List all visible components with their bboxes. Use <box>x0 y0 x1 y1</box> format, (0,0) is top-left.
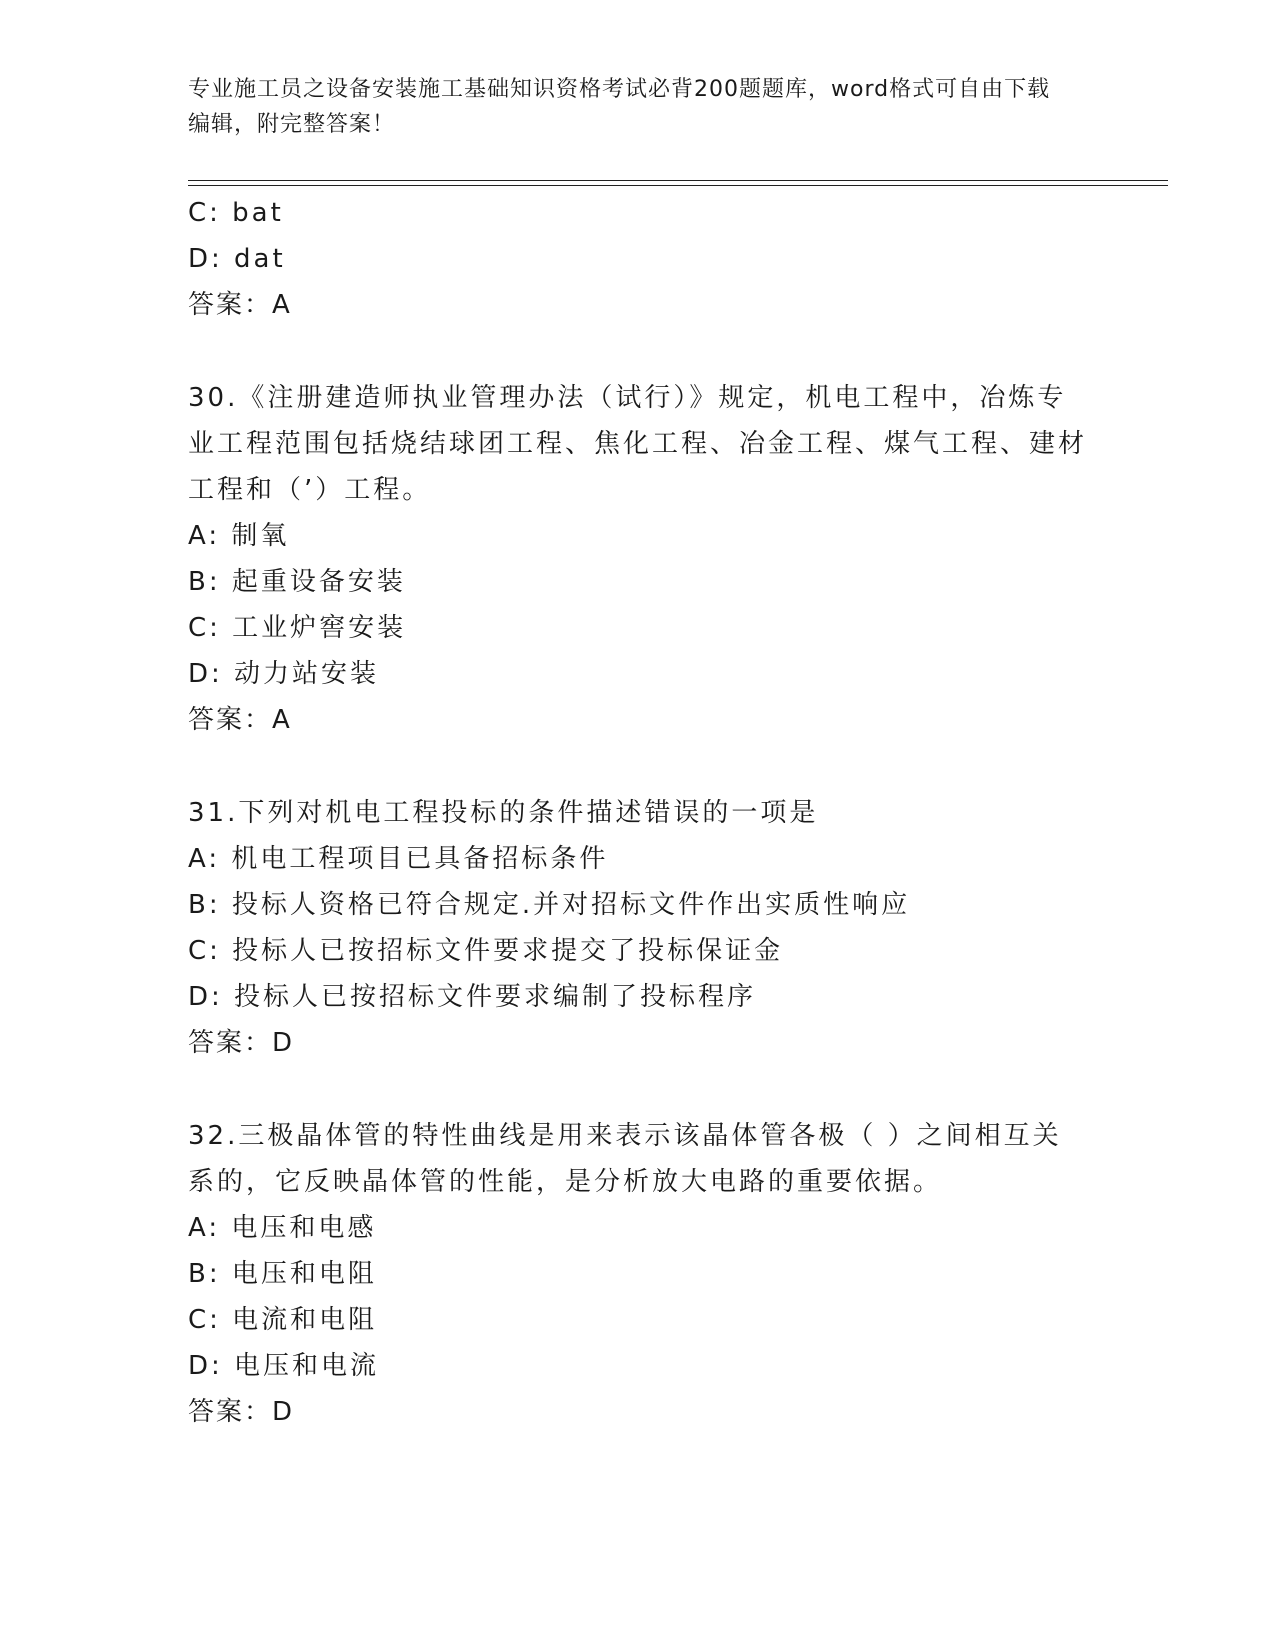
option-c: C: 工业炉窖安装 <box>188 613 407 643</box>
option-d: D: 投标人已按招标文件要求编制了投标程序 <box>188 982 757 1012</box>
question-stem: 30.《注册建造师执业管理办法（试行）》规定，机电工程中，冶炼专业工程范围包括烧结球团工程、焦化工程、冶金工程、煤气工程、建材工程和（’）工程。 <box>188 383 1088 505</box>
header-divider-bottom <box>188 185 1168 186</box>
option-c: C: 投标人已按招标文件要求提交了投标保证金 <box>188 936 784 966</box>
option-b: B: 电压和电阻 <box>188 1259 377 1289</box>
question-stem: 32.三极晶体管的特性曲线是用来表示该晶体管各极（ ）之间相互关系的，它反映晶体管的性能，是分析放大电路的重要依据。 <box>188 1121 1062 1197</box>
option-d: D: 电压和电流 <box>188 1351 380 1381</box>
question-content <box>188 190 1108 1435</box>
option-b: B: 起重设备安装 <box>188 567 406 597</box>
document-header: 专业施工员之设备安装施工基础知识资格考试必背200题题库，word格式可自由下载编辑，附完整答案！ <box>188 77 1051 137</box>
option-b: B: 投标人资格已符合规定.并对招标文件作出实质性响应 <box>188 890 911 920</box>
option-a: A: 制氧 <box>188 521 290 551</box>
header-divider-top <box>188 180 1168 181</box>
answer: 答案：A <box>188 290 292 320</box>
option-c: C: bat <box>188 198 284 228</box>
option-c: C: 电流和电阻 <box>188 1305 378 1335</box>
question-30 <box>188 375 1108 743</box>
option-a: A: 电压和电感 <box>188 1213 377 1243</box>
option-d: D: dat <box>188 244 286 274</box>
option-a: A: 机电工程项目已具备招标条件 <box>188 844 609 874</box>
question-32 <box>188 1113 1108 1435</box>
answer: 答案：D <box>188 1397 295 1427</box>
question-31 <box>188 790 1108 1066</box>
answer: 答案：D <box>188 1028 295 1058</box>
answer: 答案：A <box>188 705 292 735</box>
partial-question <box>188 190 1108 328</box>
question-stem: 31.下列对机电工程投标的条件描述错误的一项是 <box>188 798 819 828</box>
option-d: D: 动力站安装 <box>188 659 380 689</box>
